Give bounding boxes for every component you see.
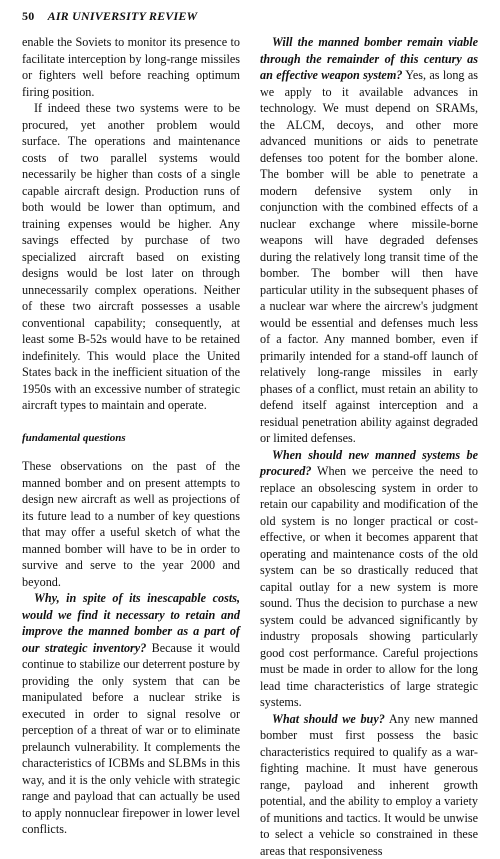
question-what-buy: What should we buy? [272,712,385,726]
journal-title: AIR UNIVERSITY REVIEW [48,9,198,23]
answer-why-retain: Because it would continue to stabilize our deterrent posture by providing the only system that can be manipulated before a nuclear strike is executed in order to signal resolve or perception of a threat of war or to eliminate prelaunch vulnerability. It complements the characteristics of ICBMs and SLBMs in this way, and it is the only vehicle with strategic range and payload that can actually be used to apply nonnuclear firepower in lower level conflicts. [22,641,240,837]
paragraph-costs: If indeed these two systems were to be procured, yet another problem would surface. The operations and maintenance costs of two parallel systems would necessarily be higher than costs of a single capable aircraft design. Production runs of both would be lower than optimum, and training expenses would be higher. Any savings effected by purchase of two specialized aircraft based on existing designs would be lost later on through unnecessarily complex operations. Neither of these two aircraft possesses a usable conventional capability; consequently, at least some B-52s would have to be retained indefinitely. This would place the United States back in the inefficient situation of the 1950s with an excessive number of strategic aircraft types to maintain and operate. [22,100,240,414]
question-when-procure: When should new manned systems be procured? [260,448,478,479]
question-viable: Will the manned bomber remain viable through the remainder of this century as an effective weapon system? [260,35,478,82]
answer-when-procure: When we perceive the need to replace an obsolescing system in order to retain our capability and modification of the old system is no longer practical or cost-effective, or when it becomes apparent that operating and maintenance costs of the old system can be so drastically reduced that capital outlay for a new system is more sound. Thus the decision to purchase a new system could be advanced significantly by industry proposals showing particularly good cost performance. Careful projections must be made in order to allow for the long lead time characteristics of large strategic systems. [260,464,478,709]
paragraph-continuation: enable the Soviets to monitor its presence to facilitate interception by long-range missiles or fighters well before reaching optimum firing position. [22,34,240,100]
paragraph-viable [260,34,478,447]
running-header [22,9,197,24]
answer-what-buy: Any new manned bomber must first possess the basic characteristics required to qualify as a war-fighting machine. It must have generous range, payload and inherent growth potential, and the ability to employ a variety of munitions and tactics. It would be unwise to select a vehicle so constrained in these areas that responsiveness [260,712,478,858]
section-heading: fundamental questions [22,430,240,447]
question-why-retain: Why, in spite of its inescapable costs, would we find it necessary to retain and improve the manned bomber as a part of our strategic inventory? [22,591,240,655]
paragraph-what-buy [260,711,478,859]
page-number: 50 [22,9,34,23]
answer-viable: Yes, as long as we apply to it available advances in technology. We must depend on SRAMs, the ALCM, decoys, and other more advanced munitions or aids to penetrate defenses too potent for the bomber alone. The bomber will be able to penetrate a modern defensive system only in conjunction with the combined effects of a nuclear exchange where missile-borne weapons will have degraded defenses during the relatively long transit time of the bomber. The bomber will then have particular utility in the subsequent phases of a nuclear war where the aircrew's judgment would be essential and defenses much less of a factor. Any manned bomber, even if primarily intended for a stand-off launch of relatively long-range missiles in early phases of a conflict, must retain an ability to defend itself against interception and a residual penetration ability against degraded or limited defenses. [260,68,478,445]
left-column [22,34,240,838]
right-column [260,34,478,859]
paragraph-when-procure [260,447,478,711]
paragraph-why-retain [22,590,240,838]
paragraph-observations: These observations on the past of the manned bomber and on present attempts to design new aircraft as well as projections of its future lead to a number of key questions that may offer a useful sketch of what the manned bomber will have to be in order to survive and serve to the year 2000 and beyond. [22,458,240,590]
